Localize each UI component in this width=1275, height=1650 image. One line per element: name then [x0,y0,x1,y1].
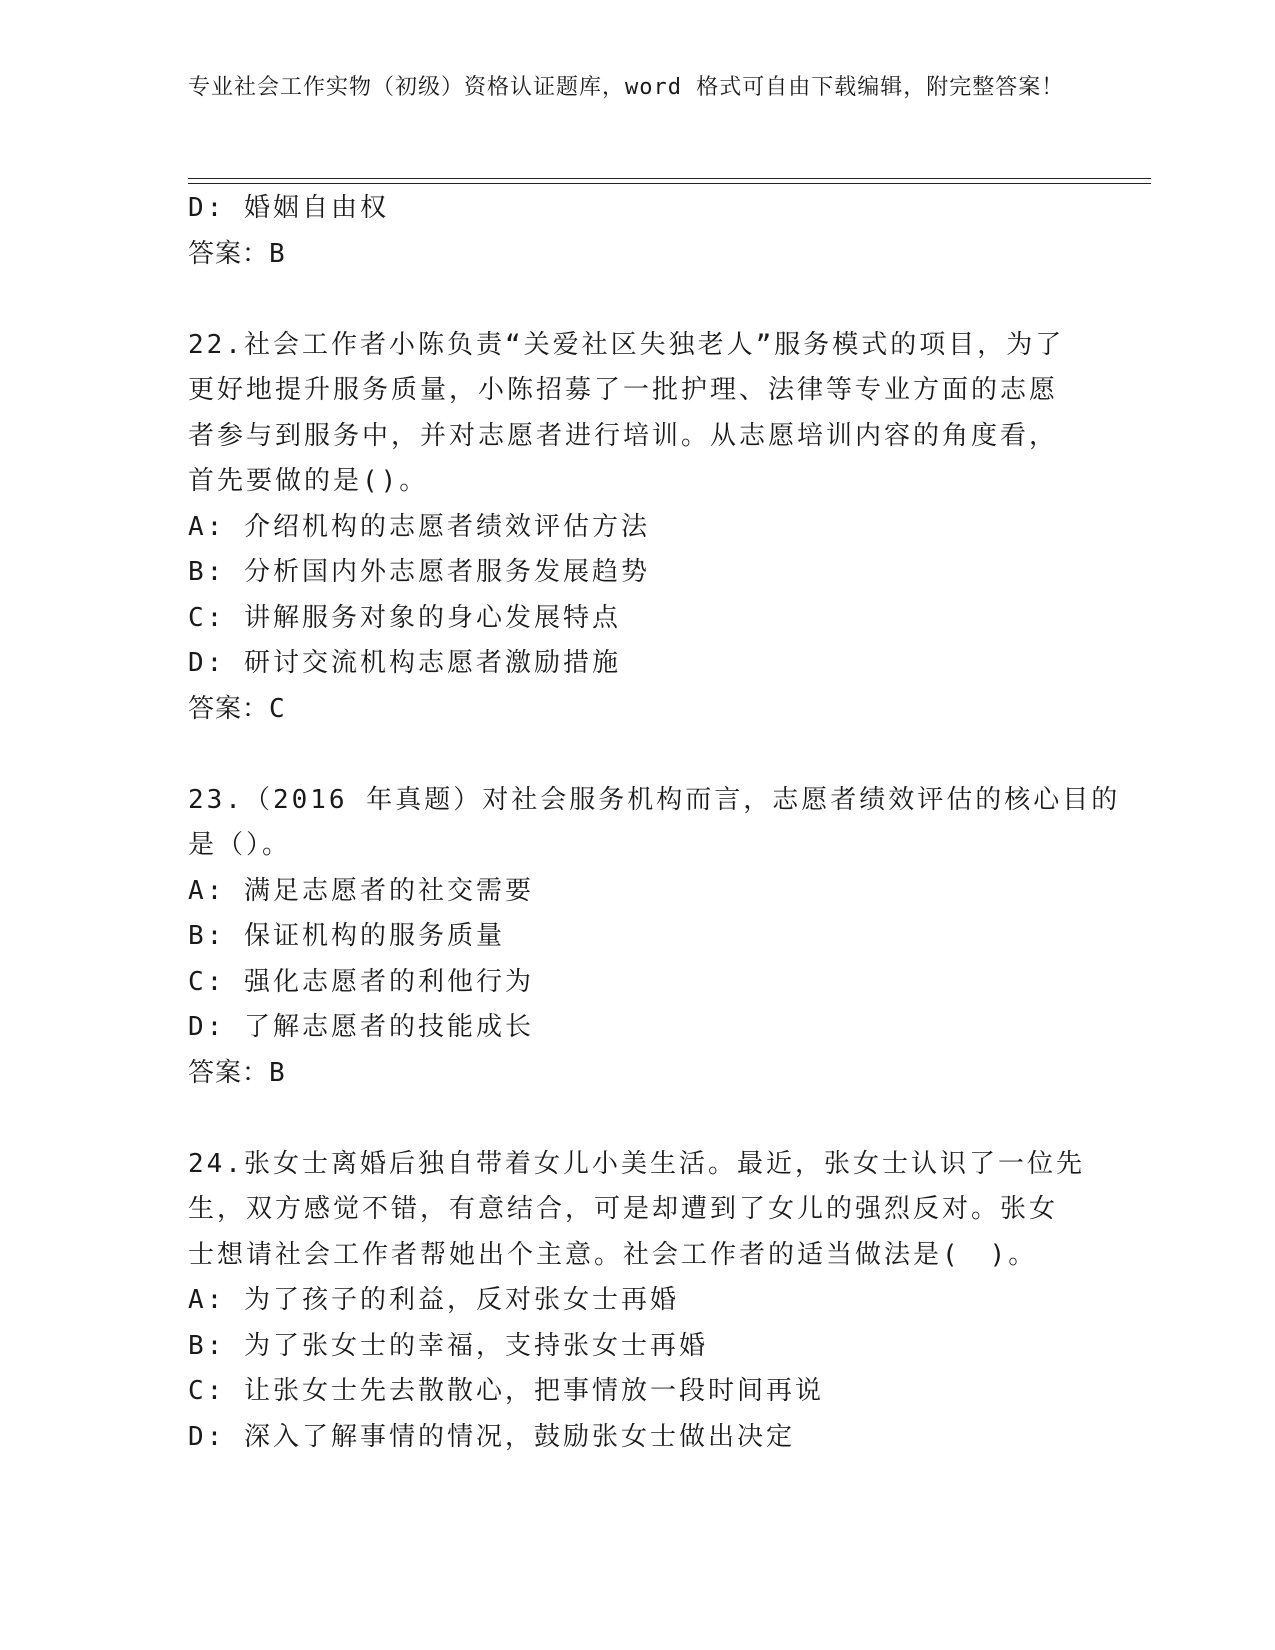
answer-value: B [269,238,286,269]
option-a: A: 满足志愿者的社交需要 [188,875,534,906]
answer-line [188,232,1088,278]
question-stem-line: 士想请社会工作者帮她出个主意。社会工作者的适当做法是( )。 [188,1239,1038,1270]
option-d: D: 了解志愿者的技能成长 [188,1012,534,1042]
option-a: A: 为了孩子的利益，反对张女士再婚 [188,1285,679,1315]
document-body [188,186,1121,1460]
answer-line [188,1051,1088,1097]
answer-value: B [269,1057,286,1088]
option-a: A: 介绍机构的志愿者绩效评估方法 [188,511,650,542]
header-divider-top [188,178,1151,179]
question-stem-line: 首先要做的是()。 [188,466,429,496]
question-22 [188,323,1088,733]
question-stem-line: 者参与到服务中，并对志愿者进行培训。从志愿培训内容的角度看， [188,420,1059,451]
question-stem-line: 是（）。 [188,830,292,860]
spacer [188,1096,1088,1142]
option-b: B: 为了张女士的幸福，支持张女士再婚 [188,1330,708,1361]
question-23 [188,778,1121,1097]
answer-line [188,687,1088,733]
option-c: C: 讲解服务对象的身心发展特点 [188,602,621,633]
answer-value: C [269,693,286,724]
spacer [188,732,1088,778]
answer-label: 答案： [188,693,270,724]
option-c: C: 让张女士先去散散心，把事情放一段时间再说 [188,1376,824,1406]
question-stem-line: 生，双方感觉不错，有意结合，可是却遭到了女儿的强烈反对。张女 [188,1194,1059,1224]
option-b: B: 分析国内外志愿者服务发展趋势 [188,557,650,587]
question-stem-line: 23.（2016 年真题）对社会服务机构而言，志愿者绩效评估的核心目的 [188,784,1121,815]
question-stem-line: 更好地提升服务质量，小陈招募了一批护理、法律等专业方面的志愿 [188,375,1059,405]
header-divider-bottom [188,183,1151,184]
option-d: D: 深入了解事情的情况，鼓励张女士做出决定 [188,1421,795,1452]
question-stem-line: 22.社会工作者小陈负责“关爱社区失独老人”服务模式的项目，为了 [188,329,1065,360]
question-stem-line: 24.张女士离婚后独自带着女儿小美生活。最近，张女士认识了一位先 [188,1148,1085,1179]
question-24 [188,1142,1088,1461]
spacer [188,277,1088,323]
page-header: 专业社会工作实物（初级）资格认证题库，word 格式可自由下载编辑，附完整答案！ [188,75,1065,100]
answer-label: 答案： [188,238,270,269]
answer-label: 答案： [188,1057,270,1088]
option-d: D: 婚姻自由权 [188,193,389,223]
option-c: C: 强化志愿者的利他行为 [188,966,534,997]
option-b: B: 保证机构的服务质量 [188,921,505,951]
option-d: D: 研讨交流机构志愿者激励措施 [188,648,621,678]
